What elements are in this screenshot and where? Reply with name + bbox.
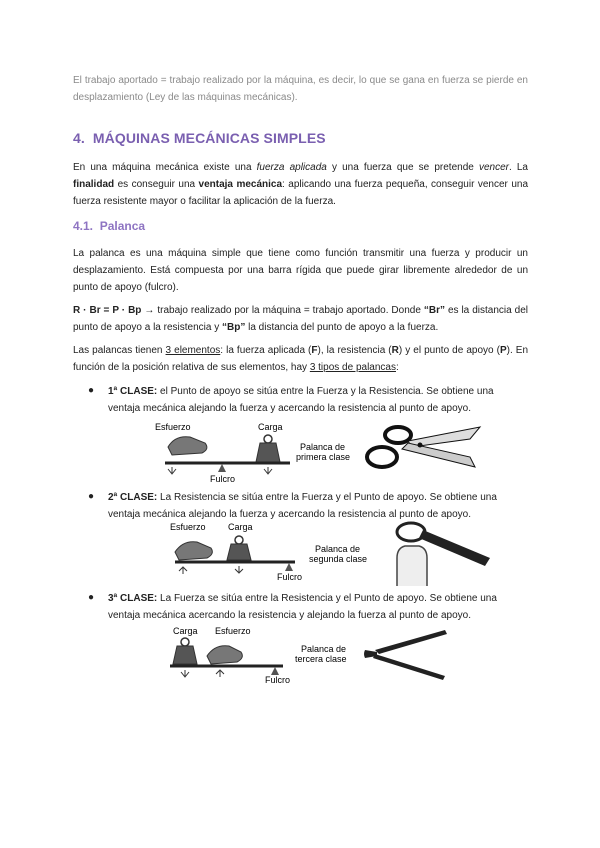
- text-run: . La: [508, 162, 528, 173]
- label-carga: Carga: [173, 626, 198, 636]
- text-bold: “Bp”: [221, 322, 246, 333]
- text-run: La Resistencia se sitúa entre la Fuerza y el Punto de apoyo. Se obtiene una ventaja mecánica alejando la fuerza y acercando la resistencia al punto de apoyo.: [108, 492, 497, 520]
- label-carga: Carga: [228, 522, 253, 532]
- arrow-up-icon: [179, 567, 187, 574]
- lever-type-label: Palanca de: [301, 644, 347, 654]
- text-run: La Fuerza se sitúa entre la Resistencia y el Punto de apoyo. Se obtiene una ventaja mecánica acercando la resistencia y alejando la fuerza al punto de apoyo.: [108, 593, 497, 621]
- section-heading: [73, 130, 326, 146]
- scissors-icon: [367, 427, 480, 467]
- text-bold: R: [391, 345, 399, 356]
- weight-icon: [256, 435, 280, 462]
- lever-type-label: Palanca de: [300, 442, 346, 452]
- text-run: es conseguir una: [114, 179, 199, 190]
- label-esfuerzo: Esfuerzo: [215, 626, 251, 636]
- section-paragraph: [73, 159, 528, 210]
- arrow-down-icon: [181, 670, 189, 677]
- text-run: ) y el punto de apoyo (: [398, 345, 500, 356]
- palanca-elements-paragraph: [73, 342, 528, 376]
- text-run: trabajo realizado por la máquina = trabajo aportado. Donde: [154, 305, 424, 316]
- lever-type-label: segunda clase: [309, 554, 368, 564]
- fulcrum-icon: [285, 563, 293, 571]
- section-number: 4.: [73, 130, 85, 146]
- text-italic: fuerza aplicada: [256, 162, 327, 173]
- text-run: :: [395, 362, 399, 373]
- text-run: Las palancas tienen: [73, 345, 166, 356]
- text-run: la distancia del punto de apoyo a la fuerza.: [245, 322, 439, 333]
- palanca-formula-paragraph: [73, 302, 528, 336]
- label-carga: Carga: [258, 422, 283, 432]
- hand-icon: [207, 646, 242, 664]
- subsection-number: 4.1.: [73, 219, 94, 233]
- lever-class-3-figure: [165, 620, 465, 690]
- text-underlined: 3 tipos de palancas: [309, 362, 396, 373]
- lever-class-2-figure: [165, 518, 505, 588]
- tweezers-icon: [364, 630, 447, 680]
- text-underlined: 3 elementos: [165, 345, 221, 356]
- lever-type-label: primera clase: [296, 452, 351, 462]
- class-3-text: [108, 590, 528, 624]
- arrow-down-icon: [264, 467, 272, 474]
- label-fulcro: Fulcro: [210, 474, 236, 484]
- class-label: 1ª CLASE:: [108, 386, 158, 397]
- section-title: MÁQUINAS MECÁNICAS SIMPLES: [92, 130, 326, 146]
- class-label: 2ª CLASE:: [108, 492, 158, 503]
- text-italic: vencer: [478, 162, 509, 173]
- text-bold: P: [499, 345, 507, 356]
- class-1-text: [108, 383, 528, 417]
- weight-icon: [173, 638, 197, 664]
- subsection-title: Palanca: [99, 219, 146, 233]
- lever-type-label: tercera clase: [295, 654, 347, 664]
- text-run: es la distancia del punto de apoyo a la resistencia y: [73, 305, 528, 333]
- arrow-up-icon: [216, 670, 224, 677]
- text-run: ), la resistencia (: [317, 345, 392, 356]
- subsection-heading: [73, 219, 145, 233]
- label-fulcro: Fulcro: [265, 675, 291, 685]
- bullet: ●: [88, 385, 95, 396]
- text-run: : la fuerza aplicada (: [220, 345, 312, 356]
- text-run: En una máquina mecánica existe una: [73, 162, 257, 173]
- weight-icon: [227, 536, 251, 560]
- text-bold: “Br”: [423, 305, 445, 316]
- hand-icon: [175, 542, 212, 560]
- fulcrum-icon: [271, 667, 279, 675]
- arrow-down-icon: [168, 467, 176, 474]
- text-run: : aplicando una fuerza pequeña, conseguir vencer una fuerza resistente mayor o facilitar la aplicación de la fuerza.: [73, 179, 529, 207]
- text-run: el Punto de apoyo se sitúa entre la Fuerza y la Resistencia. Se obtiene una ventaja mecánica alejando la fuerza y acercando la resistencia al punto de apoyo.: [108, 386, 494, 414]
- bullet: ●: [88, 592, 95, 603]
- label-esfuerzo: Esfuerzo: [155, 422, 191, 432]
- hand-icon: [168, 437, 207, 455]
- text-run: ). En función de la posición relativa de sus elementos, hay: [73, 345, 529, 373]
- formula: R · Br = P · Bp →: [73, 305, 155, 316]
- label-fulcro: Fulcro: [277, 572, 303, 582]
- label-esfuerzo: Esfuerzo: [170, 522, 206, 532]
- text-bold: F: [311, 345, 318, 356]
- lever-class-1-figure: [150, 417, 530, 487]
- text-bold: finalidad: [73, 179, 115, 190]
- text-bold: ventaja mecánica: [198, 179, 283, 190]
- bottle-opener-icon: [397, 523, 490, 586]
- palanca-definition: La palanca es una máquina simple que tiene como función transmitir una fuerza y producir un desplazamiento. Está compuesta por una barra rígida que puede girar libremente alrededor de un punto de apoyo (fulcro).: [73, 248, 528, 293]
- arrow-down-icon: [235, 566, 243, 573]
- text-run: y una fuerza que se pretende: [326, 162, 479, 173]
- intro-paragraph: El trabajo aportado = trabajo realizado por la máquina, es decir, lo que se gana en fuerza se pierde en desplazamiento (Ley de las máquinas mecánicas).: [73, 75, 528, 103]
- class-label: 3ª CLASE:: [108, 593, 158, 604]
- fulcrum-icon: [218, 464, 226, 472]
- lever-type-label: Palanca de: [315, 544, 361, 554]
- bullet: ●: [88, 491, 95, 502]
